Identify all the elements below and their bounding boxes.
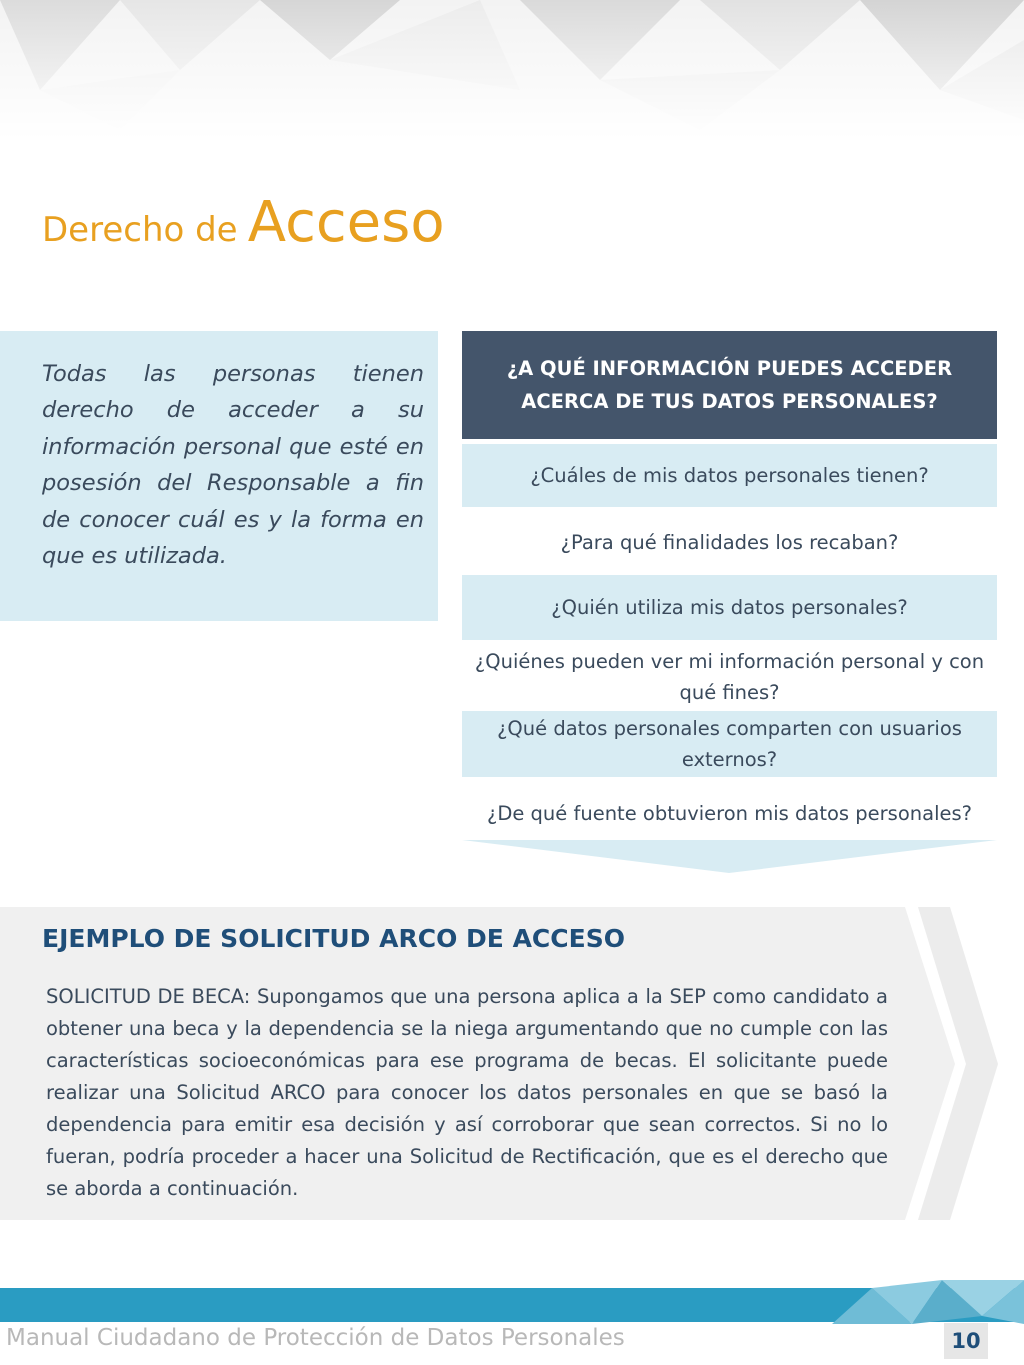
page-number: 10 — [944, 1323, 988, 1359]
questions-header: ¿A QUÉ INFORMACIÓN PUEDES ACCEDER ACERCA DE TUS DATOS PERSONALES? — [462, 331, 997, 439]
page-title-small: Derecho de — [42, 210, 238, 250]
question-item: ¿Qué datos personales comparten con usuarios externos? — [462, 711, 997, 777]
question-item: ¿De qué fuente obtuvieron mis datos personales? — [486, 802, 972, 825]
question-item: ¿Quiénes pueden ver mi información personal y con qué fines? — [474, 650, 985, 704]
intro-text: Todas las personas tienen derecho de acceder a su información personal que esté en posesión del Responsable a fin de conocer cuál es y la forma en que es utilizada. — [42, 361, 424, 570]
question-item: ¿Para qué finalidades los recaban? — [560, 531, 899, 554]
example-title: EJEMPLO DE SOLICITUD ARCO DE ACCESO — [42, 924, 625, 953]
question-item: ¿Cuáles de mis datos personales tienen? — [462, 444, 997, 507]
header-pattern — [0, 0, 1024, 140]
example-text: SOLICITUD DE BECA: Supongamos que una persona aplica a la SEP como candidato a obtener una beca y la dependencia se la niega argumentando que no cumple con las características socioeconómicas para ese programa de becas. El solicitante puede realizar una Solicitud ARCO para conocer los datos personales en que se basó la dependencia para emitir esa decisión y así corroborar que sean correctos. Si no lo fueran, podría proceder a hacer una Solicitud de Rectificación, que es el derecho que se aborda a continuación. — [46, 985, 888, 1200]
question-item: ¿Quién utiliza mis datos personales? — [462, 575, 997, 640]
page-title — [42, 190, 445, 255]
down-arrow-icon — [462, 840, 997, 874]
page-title-big: Acceso — [247, 190, 445, 255]
footer-pattern — [832, 1280, 1024, 1324]
footer-manual-title: Manual Ciudadano de Protección de Datos Personales — [6, 1325, 625, 1351]
